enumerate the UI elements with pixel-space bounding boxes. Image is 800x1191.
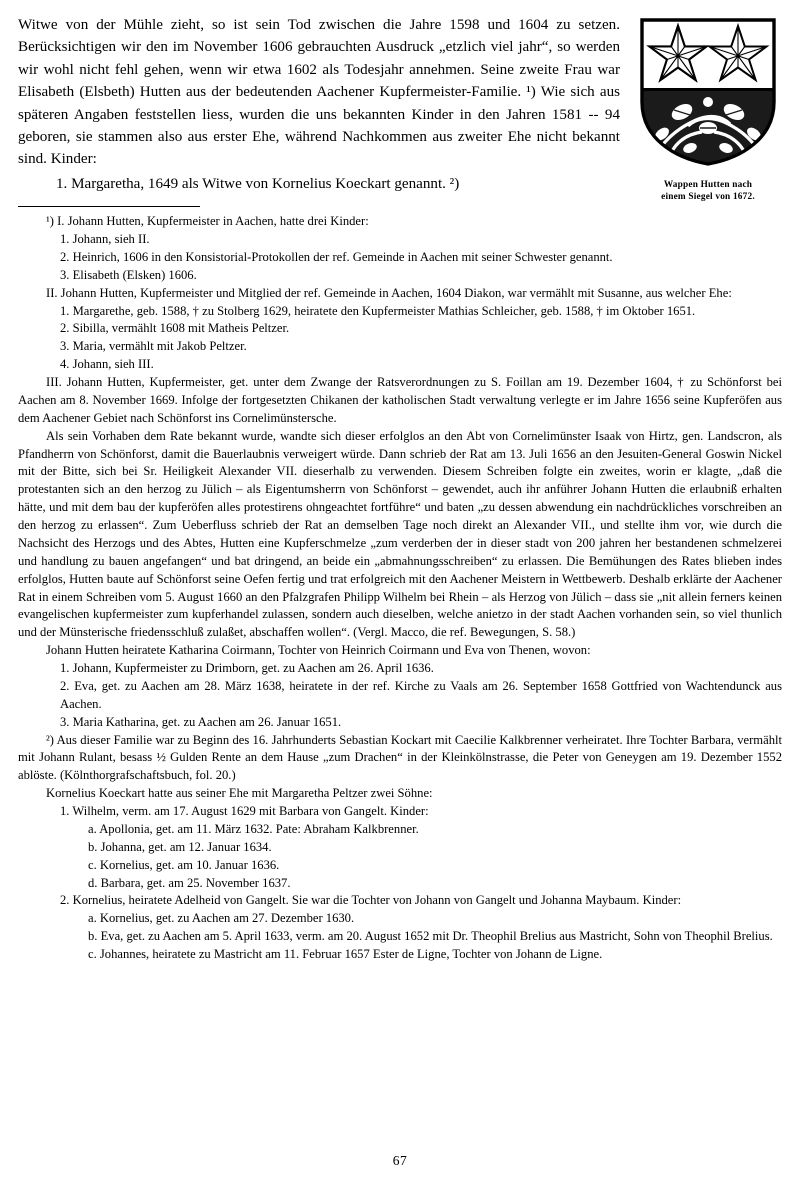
footnote-line: Als sein Vorhaben dem Rate bekannt wurde, wandte sich dieser erfolglos an den Abt von Cornelimünster Isaak von Hirtz, gen. Landscron, als Pfandherrn von Schönforst, damit die Bauerlaubnis verweigert würde. Dann schrieb der Rat am 13. Juli 1656 an den Jesuiten-General Goswin Nickel mit der Bitte, sich bei Sr. Heiligkeit Alexander VII. dieserhalb zu verwenden. Diesem Schreiben folgte ein zweites, worin er klagte, „daß die protestanten sich an den herzog zu Jülich – als Eigentumsherrn von Schönforst – gewendet, auch ihr anführer Johann Hutten die erlaubniß erhalten hätte, und mit dem bau der kupferöfen alles protestirens ohngeachtet fortführe“ und baten „zu dessen abwendung ein nachdrückliches vorschreiben an den herzog zu erlassen“. Zum Ueberfluss schrieb der Rat an demselben Tage noch direkt an Alexander VII., und stellte ihm vor, wie durch die Nachsicht des Herzogs und des Abtes, Hutten eine Kupferschmelze „zum verderben der in dieser stadt von 200 jahren her bestandenen schmelzerei und handlung zu bauen angefangen“ und bat dringend, an beide ein „abmahnungsschreiben“ zu erlassen. Die Bemühungen des Rates blieben indes erfolglos, Hutten baute auf Schönforst seine Oefen fertig und trat erfolgreich mit den Aachener Meistern in Wettbewerb. Deshalb erklärte der Aachener Rat in einem Schreiben vom 5. August 1660 an den Pfalzgrafen Philipp Wilhelm bei Rhein – als Herzog von Jülich – dass sie „nit allein ferners keinen evangelischen kupfermeister zum kupferhandel zulassen, sondern auch dieselben, welche anietzo in der stadt Aachen vorhanden sein, so viel thunlich und der Münsterische friedensschluß zulaßet, abschaffen wollen“. (Vergl. Macco, die ref. Bewegungen, S. 58.) [18,428,782,640]
footnote-line: ¹) I. Johann Hutten, Kupfermeister in Aachen, hatte drei Kinder: [46,214,369,229]
footnote-line: ²) Aus dieser Familie war zu Beginn des 16. Jahrhunderts Sebastian Kockart mit Caecilie Kalkbrenner verheiratet. Ihre Tochter Barbara, vermählt mit Johann Rulant, besass ½ Gulden Rente an dem Hause „zum Drachen“ in der Kleinkölnstrasse, die Peter von Geneygen am 19. Dezember 1552 ablöste. (Kölnthorgrafschaftsbuch, fol. 20.) [18,732,782,783]
footnote-line: Johann Hutten heiratete Katharina Coirmann, Tochter von Heinrich Coirmann und Eva von Thenen, wovon: [46,643,591,658]
footnote-line: a. Kornelius, get. zu Aachen am 27. Dezember 1630. [88,911,355,926]
footnote-line: 2. Eva, get. zu Aachen am 28. März 1638, heiratete in der ref. Kirche zu Vaals am 26. September 1658 Gottfried von Wachtendunck aus Aachen. [60,678,782,711]
footnote-line: 3. Maria, vermählt mit Jakob Peltzer. [60,339,247,354]
footnote-line: b. Johanna, get. am 12. Januar 1634. [88,839,272,854]
footnote-line: III. Johann Hutten, Kupfermeister, get. unter dem Zwange der Ratsverordnungen zu S. Foillan am 19. Dezember 1604, † zu Schönforst bei Aachen am 8. November 1669. Infolge der fortgesetzten Chikanen der katholischen Stadt verwaltung verlegte er im Jahre 1656 seine Kupferöfen aus dem Aachener Gebiet nach Schönforst ins Cornelimünstersche. [18,375,782,425]
footnote-line: 1. Johann, Kupfermeister zu Drimborn, get. zu Aachen am 26. April 1636. [60,661,434,676]
coat-of-arms-figure [634,16,782,204]
intro-section [18,14,782,203]
footnote-line: a. Apollonia, get. am 11. März 1632. Pate: Abraham Kalkbrenner. [88,821,419,836]
heraldic-shield-icon [638,16,778,168]
footnote-line: 2. Heinrich, 1606 in den Konsistorial-Protokollen der ref. Gemeinde in Aachen mit seiner Schwester genannt. [60,249,613,264]
footnote-line: Kornelius Koeckart hatte aus seiner Ehe mit Margaretha Peltzer zwei Söhne: [46,786,433,801]
footnote-line: 4. Johann, sieh III. [60,357,154,372]
page-number: 67 [392,1153,408,1168]
footnote-divider [18,206,200,207]
footnote-line: 3. Elisabeth (Elsken) 1606. [60,267,197,282]
page-body [18,14,782,964]
arms-caption [634,180,782,204]
footnote-line: c. Johannes, heiratete zu Mastricht am 11. Februar 1657 Ester de Ligne, Tochter von Johann de Ligne. [88,947,603,962]
footnote-line: c. Kornelius, get. am 10. Januar 1636. [88,857,280,872]
arms-caption-line2: einem Siegel von 1672. [661,192,755,203]
footnote-line: d. Barbara, get. am 25. November 1637. [88,875,291,890]
footnote-line: 2. Sibilla, vermählt 1608 mit Matheis Peltzer. [60,321,290,336]
footnote-line: 1. Johann, sieh II. [60,232,150,247]
footnote-line: II. Johann Hutten, Kupfermeister und Mitglied der ref. Gemeinde in Aachen, 1604 Diakon, war vermählt mit Susanne, aus welcher Ehe: [46,285,732,300]
arms-caption-line1: Wappen Hutten nach [663,180,753,191]
footnote-line: 1. Margarethe, geb. 1588, † zu Stolberg 1629, heiratete den Kupfermeister Mathias Schleicher, geb. 1588, † im Oktober 1651. [60,303,696,318]
footnote-line: b. Eva, get. zu Aachen am 5. April 1633, verm. am 20. August 1652 mit Dr. Theophil Brelius aus Mastricht, Sohn von Theophil Brelius. [88,929,773,944]
footnotes-section [18,213,782,964]
footnote-line: 1. Wilhelm, verm. am 17. August 1629 mit Barbara von Gangelt. Kinder: [60,804,429,819]
intro-paragraph: Witwe von der Mühle zieht, so ist sein Tod zwischen die Jahre 1598 und 1604 zu setzen. Berücksichtigen wir den im November 1606 gebrauchten Ausdruck „etzlich viel jahr“, so werden wir wohl nicht fehl gehen, wenn wir etwa 1602 als Todesjahr annehmen. Seine zweite Frau war Elisabeth (Elsbeth) Hutten aus der bedeutenden Aachener Kupfermeister-Familie. ¹) Wie sich aus späteren Angaben feststellen liess, wurden die uns bekannten Kinder in den Jahren 1581 -- 94 geboren, sie stammen also aus erster Ehe, während Nachkommen aus zweiter Ehe nicht bekannt sind. Kinder: [18,17,620,168]
intro-child-item: 1. Margaretha, 1649 als Witwe von Kornelius Koeckart genannt. ²) [56,175,460,192]
footnote-line: 3. Maria Katharina, get. zu Aachen am 26. Januar 1651. [60,714,342,729]
footnote-line: 2. Kornelius, heiratete Adelheid von Gangelt. Sie war die Tochter von Johann von Gangelt und Johanna Maybaum. Kinder: [60,893,682,908]
